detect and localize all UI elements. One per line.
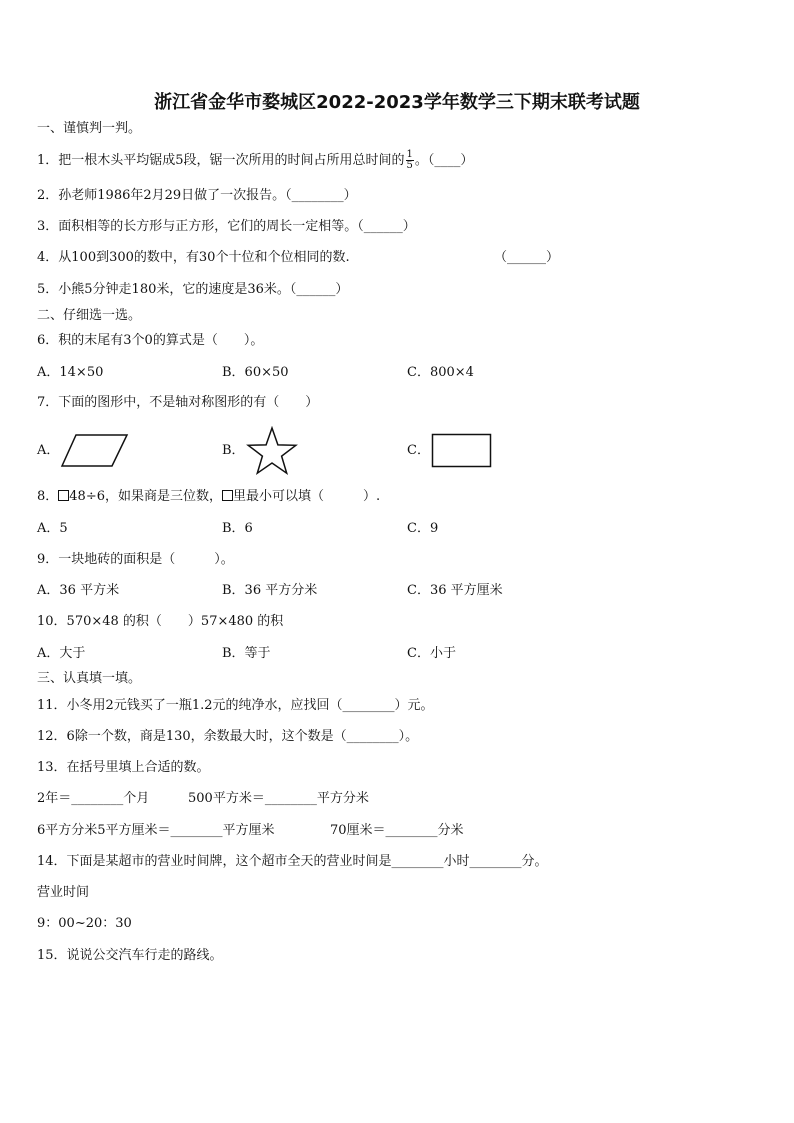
question-15: 15．说说公交汽车行走的路线。 (37, 948, 223, 963)
blank-box-icon (58, 490, 69, 501)
blank-box-icon (222, 490, 233, 501)
question-9-option-b: B．36 平方分米 (222, 583, 318, 598)
question-4-blank: （______） (494, 250, 560, 265)
section-heading-judge: 一、谨慎判一判。 (37, 121, 142, 136)
question-12: 12．6除一个数，商是130，余数最大时，这个数是（________）。 (37, 729, 419, 744)
question-1 (37, 150, 473, 171)
question-7: 7．下面的图形中，不是轴对称图形的有（ ） (37, 395, 319, 410)
question-10-option-b: B．等于 (222, 646, 271, 661)
question-1-blank: 。（____） (414, 153, 474, 168)
question-3: 3．面积相等的长方形与正方形，它们的周长一定相等。（______） (37, 219, 416, 234)
question-6-option-c: C．800×4 (407, 365, 474, 380)
question-8-number: 8． (37, 489, 59, 504)
question-13-item-4: 70厘米＝________分米 (330, 823, 464, 838)
question-13-item-1: 2年＝________个月 (37, 791, 150, 806)
question-10: 10．570×48 的积（ ）57×480 的积 (37, 614, 284, 629)
question-13-item-3: 6平方分米5平方厘米＝________平方厘米 (37, 823, 275, 838)
question-8-option-c: C．9 (407, 521, 439, 536)
rectangle-icon (431, 433, 493, 469)
page-title: 浙江省金华市婺城区2022-2023学年数学三下期末联考试题 (154, 92, 640, 113)
question-7-option-b: B． (222, 443, 245, 458)
question-11: 11．小冬用2元钱买了一瓶1.2元的纯净水，应找回（________）元。 (37, 698, 434, 713)
fraction-denominator: 5 (406, 160, 413, 171)
star-icon (246, 426, 298, 476)
question-14: 14．下面是某超市的营业时间牌，这个超市全天的营业时间是________小时________分。 (37, 854, 548, 869)
question-13-item-2: 500平方米＝________平方分米 (188, 791, 369, 806)
question-13: 13．在括号里填上合适的数。 (37, 760, 210, 775)
question-9-option-c: C．36 平方厘米 (407, 583, 503, 598)
question-8-text-end: 里最小可以填（ ）. (233, 489, 381, 504)
question-7-option-c: C． (407, 443, 430, 458)
question-7-option-a: A． (37, 443, 60, 458)
fraction-numerator: 1 (406, 149, 413, 160)
question-6-option-b: B．60×50 (222, 365, 289, 380)
fraction-one-fifth (406, 150, 414, 171)
business-hours-sign-title: 营业时间 (37, 885, 90, 900)
section-heading-fill: 三、认真填一填。 (37, 671, 142, 686)
business-hours-sign-time: 9：00~20：30 (37, 916, 132, 931)
question-8 (37, 488, 380, 506)
question-2: 2．孙老师1986年2月29日做了一次报告。（________） (37, 188, 357, 203)
question-8-option-b: B．6 (222, 521, 253, 536)
question-9-option-a: A．36 平方米 (37, 583, 120, 598)
parallelogram-icon (60, 433, 130, 469)
question-5: 5．小熊5分钟走180米，它的速度是36米。（______） (37, 282, 349, 297)
question-10-option-a: A．大于 (37, 646, 86, 661)
section-heading-choose: 二、仔细选一选。 (37, 308, 142, 323)
question-1-text: 1．把一根木头平均锯成5段，锯一次所用的时间占所用总时间的 (37, 153, 405, 168)
question-6: 6．积的末尾有3个0的算式是（ ）。 (37, 333, 264, 348)
question-8-option-a: A．5 (37, 521, 68, 536)
question-4: 4．从100到300的数中，有30个十位和个位相同的数. (37, 250, 350, 265)
question-10-option-c: C．小于 (407, 646, 456, 661)
question-8-text: 48÷6，如果商是三位数， (69, 489, 222, 504)
question-6-option-a: A．14×50 (37, 365, 104, 380)
question-9: 9．一块地砖的面积是（ ）。 (37, 552, 234, 567)
